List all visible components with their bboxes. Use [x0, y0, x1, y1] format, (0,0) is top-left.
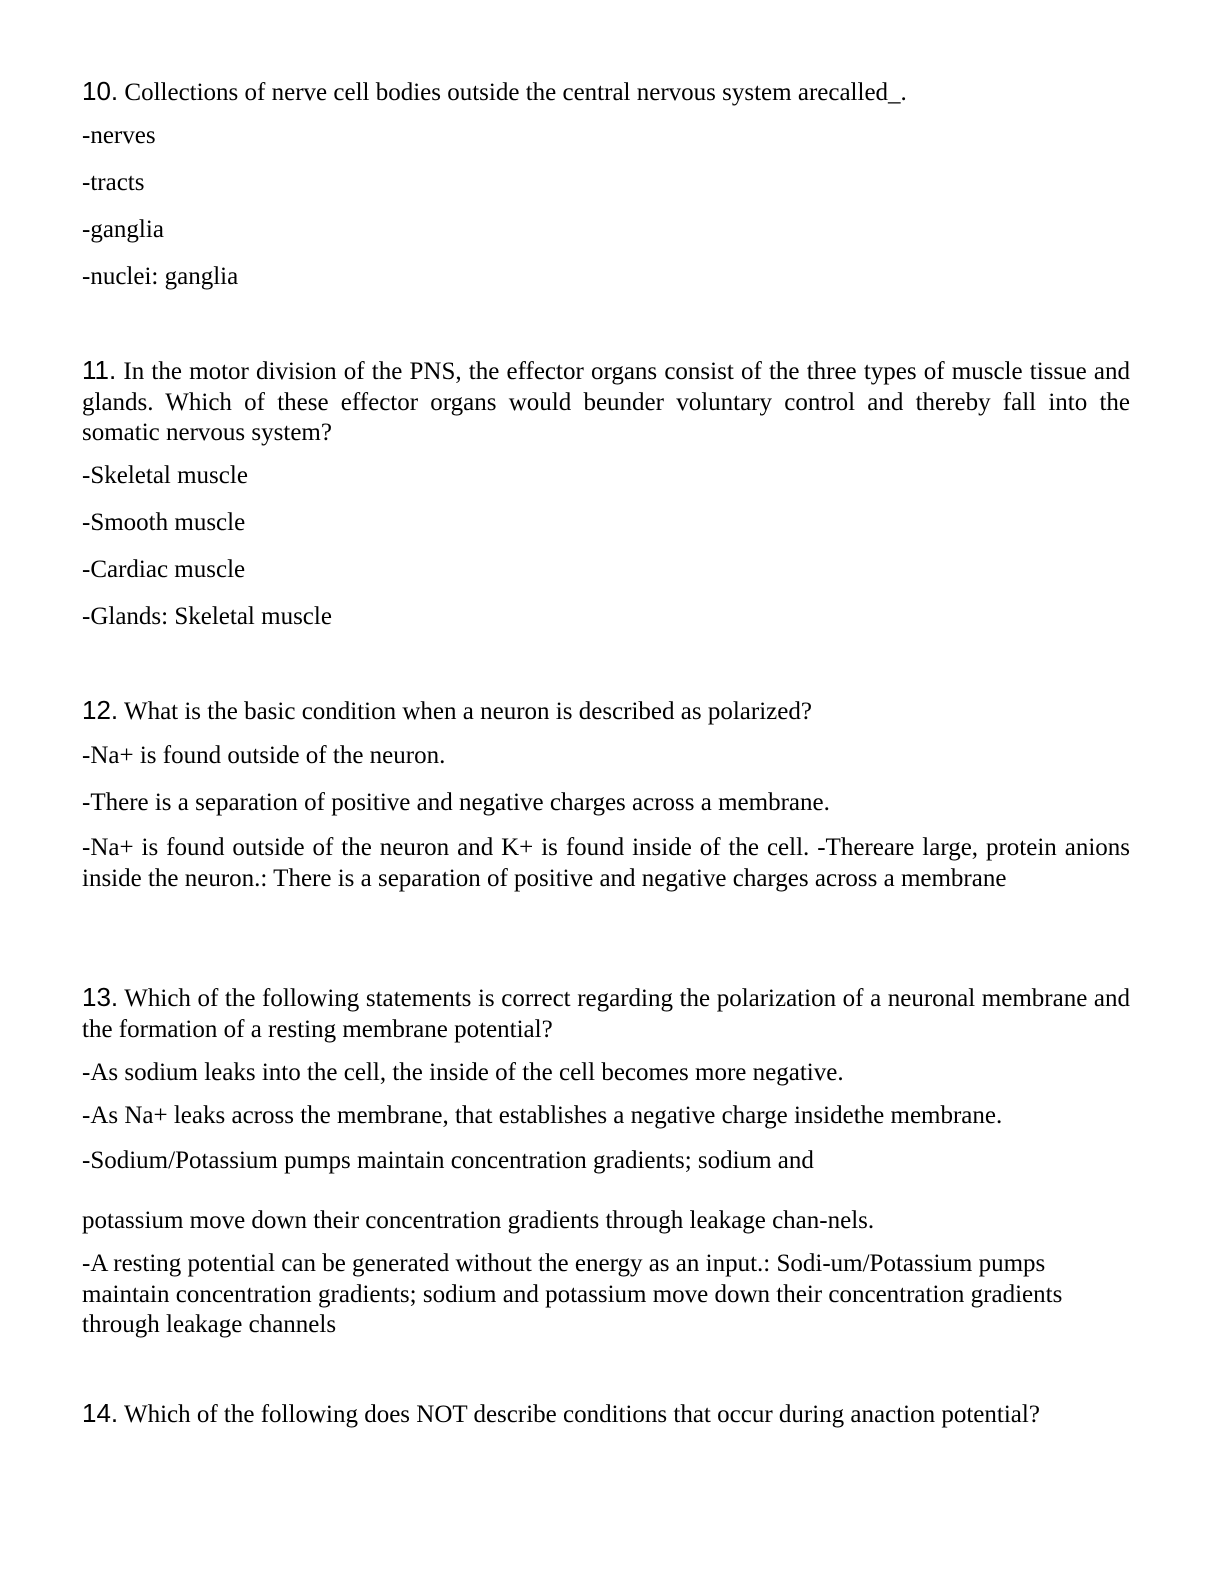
answer-option: -A resting potential can be generated without the energy as an input.: Sodi-um/Potassium pumps maintain concentration gradients; sodium and potassium move down their concentration gradients through leakage channels: [82, 1250, 1063, 1338]
question-10: [82, 76, 1130, 109]
answer-option: -nerves: [82, 122, 156, 149]
answer-option: -Cardiac muscle: [82, 556, 246, 583]
answer-option: -tracts: [82, 169, 145, 196]
question-text: Which of the following statements is correct regarding the polarization of a neuronal membrane and the formation of a resting membrane potential?: [82, 985, 1130, 1043]
answer-option: potassium move down their concentration gradients through leakage chan-nels.: [82, 1207, 875, 1234]
question-number: 12.: [82, 695, 119, 725]
question-14: [82, 1398, 1042, 1431]
answer-option: -As sodium leaks into the cell, the inside of the cell becomes more negative.: [82, 1059, 844, 1086]
answer-option: -ganglia: [82, 216, 164, 243]
question-text: Collections of nerve cell bodies outside the central nervous system arecalled_.: [124, 79, 907, 106]
question-text: In the motor division of the PNS, the effector organs consist of the three types of muscle tissue and glands. Which of these effector organs would beunder voluntary control and thereby fall into the somatic nervous system?: [82, 358, 1131, 446]
answer-option: -Glands: Skeletal muscle: [82, 603, 332, 630]
answer-option: -nuclei: ganglia: [82, 263, 239, 290]
answer-option: -Smooth muscle: [82, 509, 246, 536]
question-number: 10.: [82, 76, 119, 106]
question-text: What is the basic condition when a neuron is described as polarized?: [123, 698, 812, 725]
question-12: [82, 695, 1130, 728]
question-number: 14.: [82, 1398, 119, 1428]
answer-option: -Sodium/Potassium pumps maintain concentration gradients; sodium and: [82, 1147, 814, 1174]
question-13: [82, 982, 1130, 1045]
answer-option: -Na+ is found outside of the neuron and K+ is found inside of the cell. -Thereare large, protein anions inside the neuron.: There is a separation of positive and negative charges across a membrane: [82, 834, 1130, 892]
answer-option: -As Na+ leaks across the membrane, that establishes a negative charge insidethe membrane.: [82, 1102, 1003, 1129]
answer-option: -Skeletal muscle: [82, 462, 248, 489]
answer-option: -There is a separation of positive and negative charges across a membrane.: [82, 789, 830, 816]
question-11: [82, 355, 1130, 449]
question-number: 11.: [82, 355, 117, 385]
question-number: 13.: [82, 982, 119, 1012]
question-text: Which of the following does NOT describe conditions that occur during anaction potential?: [123, 1401, 1040, 1428]
answer-option: -Na+ is found outside of the neuron.: [82, 742, 446, 769]
